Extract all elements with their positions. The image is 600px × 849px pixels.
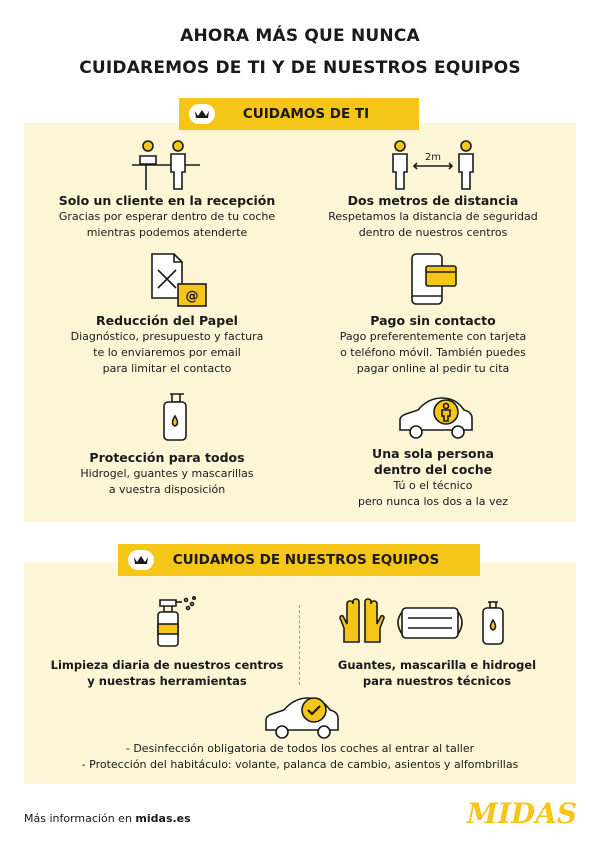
item-title: Una sola persona dentro del coche bbox=[372, 446, 494, 477]
distance-icon bbox=[388, 138, 478, 192]
item-title: Protección para todos bbox=[89, 450, 245, 465]
midas-logo bbox=[466, 795, 578, 829]
item-description: Hidrogel, guantes y mascarillas a vuestra disposición bbox=[80, 467, 254, 496]
footer-link[interactable]: midas.es bbox=[135, 812, 191, 825]
spray-bottle-icon bbox=[152, 596, 198, 648]
page-title-line1: AHORA MÁS QUE NUNCA bbox=[180, 26, 420, 46]
item-distance bbox=[298, 193, 568, 241]
paperless-icon bbox=[148, 252, 210, 310]
item-description: Tú o el técnico pero nunca los dos a la vez bbox=[358, 479, 508, 508]
svg-text:@: @ bbox=[185, 289, 199, 304]
distance-label: 2m bbox=[424, 152, 442, 163]
item-cleaning bbox=[32, 657, 302, 689]
item-reception bbox=[32, 193, 302, 241]
disinfected-car-icon bbox=[262, 694, 342, 740]
contactless-payment-icon bbox=[408, 252, 462, 308]
item-title: Pago sin contacto bbox=[370, 313, 496, 328]
reception-icon bbox=[128, 138, 204, 192]
gloves-mask-icon bbox=[338, 598, 510, 648]
item-title: Guantes, mascarilla e hidrogel para nuestros técnicos bbox=[337, 658, 537, 688]
note-item: - Protección del habitáculo: volante, palanca de cambio, asientos y alfombrillas bbox=[81, 758, 519, 771]
page-title-line2: CUIDAREMOS DE TI Y DE NUESTROS EQUIPOS bbox=[79, 58, 521, 78]
item-one-person bbox=[298, 446, 568, 510]
svg-text:MIDAS: MIDAS bbox=[466, 797, 578, 829]
item-protection bbox=[32, 450, 302, 498]
item-paperless bbox=[32, 313, 302, 377]
section-banner-label: CUIDAMOS DE NUESTROS EQUIPOS bbox=[172, 552, 440, 568]
item-description: Pago preferentemente con tarjeta o teléfono móvil. También puedes pagar online al pedir tu cita bbox=[339, 330, 527, 375]
divider bbox=[299, 605, 300, 685]
hand-sanitizer-icon bbox=[158, 388, 192, 442]
disinfection-notes bbox=[0, 741, 600, 773]
section-banner bbox=[118, 544, 480, 576]
note-item: - Desinfección obligatoria de todos los coches al entrar al taller bbox=[125, 742, 475, 755]
footer-info bbox=[24, 812, 191, 825]
item-title: Reducción del Papel bbox=[96, 313, 238, 328]
item-description: Gracias por esperar dentro de tu coche mientras podemos atenderte bbox=[58, 210, 276, 239]
one-person-car-icon bbox=[396, 394, 476, 440]
section-banner bbox=[179, 98, 419, 130]
crown-icon bbox=[128, 550, 154, 570]
item-protective-gear bbox=[302, 657, 572, 689]
item-title: Dos metros de distancia bbox=[347, 193, 519, 208]
section-banner-label: CUIDAMOS DE TI bbox=[242, 106, 370, 122]
footer-prefix: Más información en bbox=[24, 812, 136, 825]
item-title: Limpieza diaria de nuestros centros y nuestras herramientas bbox=[50, 658, 284, 688]
item-description: Diagnóstico, presupuesto y factura te lo enviaremos por email para limitar el contacto bbox=[70, 330, 264, 375]
item-payment bbox=[298, 313, 568, 377]
item-description: Respetamos la distancia de seguridad dentro de nuestros centros bbox=[328, 210, 538, 239]
crown-icon bbox=[189, 104, 215, 124]
item-title: Solo un cliente en la recepción bbox=[58, 193, 276, 208]
